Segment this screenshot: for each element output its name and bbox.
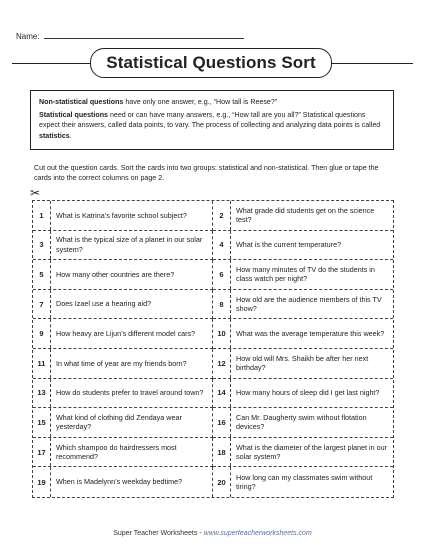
question-card[interactable]: [33, 408, 213, 438]
card-number: 2: [213, 201, 231, 230]
card-question: Can Mr. Daugherty swim without flotation devices?: [236, 412, 367, 432]
footer-brand: Super Teacher Worksheets: [113, 530, 198, 537]
stat-definition: [39, 110, 385, 141]
name-label: Name:: [16, 32, 40, 41]
card-number: 1: [33, 201, 51, 230]
card-number: 12: [213, 349, 231, 378]
card-number: 7: [33, 290, 51, 319]
question-card[interactable]: [33, 379, 213, 409]
question-cards-grid: [32, 200, 394, 498]
card-question: What kind of clothing did Zendaya wear yesterday?: [56, 412, 182, 432]
card-number: 6: [213, 260, 231, 289]
card-number: 15: [33, 408, 51, 437]
question-card[interactable]: [213, 379, 393, 409]
question-card[interactable]: [213, 349, 393, 379]
card-number: 13: [33, 379, 51, 408]
card-number: 20: [213, 467, 231, 497]
question-card[interactable]: [213, 408, 393, 438]
question-card[interactable]: [213, 467, 393, 497]
card-number: 17: [33, 438, 51, 467]
card-question: When is Madelynn’s weekday bedtime?: [56, 477, 183, 487]
card-number: 10: [213, 319, 231, 348]
card-number: 5: [33, 260, 51, 289]
question-card[interactable]: [33, 349, 213, 379]
question-card[interactable]: [33, 290, 213, 320]
card-question: How do students prefer to travel around town?: [56, 388, 204, 398]
card-number: 4: [213, 231, 231, 260]
nonstat-definition: [39, 97, 385, 107]
card-question: Which shampoo do hairdressers most recommend?: [56, 442, 177, 462]
card-number: 18: [213, 438, 231, 467]
card-question: What is the diameter of the largest planet in our solar system?: [236, 442, 388, 462]
card-question: What is the current temperature?: [236, 240, 342, 250]
question-card[interactable]: [33, 201, 213, 231]
question-card[interactable]: [33, 319, 213, 349]
card-question: What is the typical size of a planet in our solar system?: [56, 235, 203, 254]
definition-box: [30, 90, 394, 150]
card-question: How many minutes of TV do the students in class watch per night?: [236, 264, 375, 284]
statistics-word: statistics: [39, 131, 70, 140]
card-number: 16: [213, 408, 231, 437]
card-question: How old are the audience members of this TV show?: [236, 294, 382, 314]
card-number: 14: [213, 379, 231, 408]
card-question: How long can my classmates swim without tiring?: [236, 472, 373, 492]
card-number: 19: [33, 467, 51, 497]
question-card[interactable]: [213, 231, 393, 261]
instructions: Cut out the question cards. Sort the cards into two groups: statistical and non-statistical. Then glue or tape the cards into the correct columns on page 2.: [34, 164, 379, 183]
card-number: 11: [33, 349, 51, 378]
stat-term: Statistical questions: [39, 111, 108, 120]
question-card[interactable]: [213, 319, 393, 349]
question-card[interactable]: [213, 201, 393, 231]
card-question: Does Izael use a hearing aid?: [56, 299, 152, 309]
card-question: How heavy are Lijun’s different model cars?: [56, 328, 196, 338]
footer-separator: -: [197, 530, 204, 537]
footer: [0, 530, 425, 537]
card-question: In what time of year are my friends born?: [56, 358, 187, 368]
scissors-icon: ✂: [30, 186, 41, 200]
question-card[interactable]: [213, 438, 393, 468]
card-question: What is Katrina’s favorite school subject?: [56, 210, 187, 220]
question-card[interactable]: [213, 260, 393, 290]
card-question: How old will Mrs. Shaikh be after her next birthday?: [236, 353, 369, 373]
end-period: .: [69, 131, 72, 140]
question-card[interactable]: [213, 290, 393, 320]
stat-text: need or can have many answers, e.g., “How tall are you all?” Statistical questions expect their answers, called data points, to vary. The process of collecting and analyzing data points is called: [39, 111, 381, 130]
question-card[interactable]: [33, 467, 213, 497]
card-number: 3: [33, 231, 51, 260]
footer-url[interactable]: www.superteacherworksheets.com: [203, 530, 312, 537]
name-line[interactable]: [44, 30, 244, 39]
card-number: 8: [213, 290, 231, 319]
card-question: What grade did students get on the science test?: [236, 205, 375, 225]
card-question: How many hours of sleep did I get last night?: [236, 388, 380, 398]
card-question: What was the average temperature this week?: [236, 328, 385, 338]
page-title: Statistical Questions Sort: [90, 48, 332, 78]
nonstat-term: Non-statistical questions: [39, 98, 124, 106]
question-card[interactable]: [33, 231, 213, 261]
question-card[interactable]: [33, 260, 213, 290]
card-number: 9: [33, 319, 51, 348]
nonstat-text: have only one answer, e.g., “How tall is Reese?”: [123, 98, 278, 106]
question-card[interactable]: [33, 438, 213, 468]
card-question: How many other countries are there?: [56, 269, 175, 279]
name-field: [16, 30, 244, 41]
